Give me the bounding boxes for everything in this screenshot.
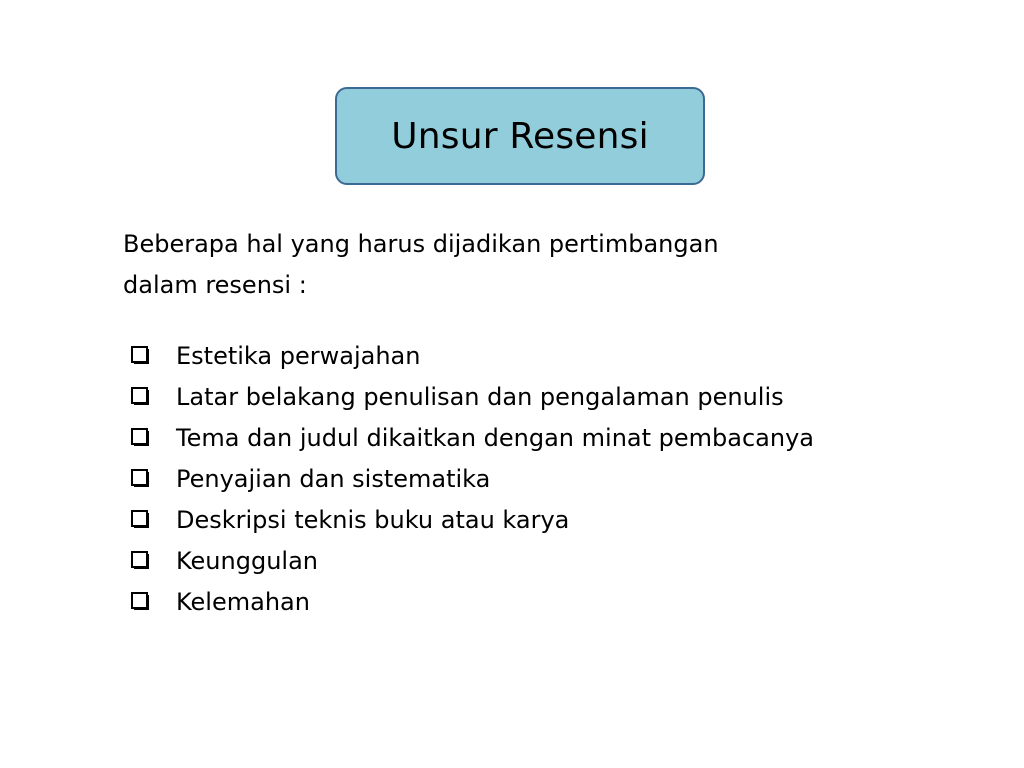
list-item [131, 376, 814, 417]
intro-line: dalam resensi : [123, 271, 307, 299]
list-item [131, 499, 814, 540]
intro-text [123, 224, 943, 306]
checkbox-icon [131, 510, 151, 530]
checkbox-icon [131, 592, 151, 612]
list-item-label: Keunggulan [176, 546, 318, 575]
list-item-label: Latar belakang penulisan dan pengalaman penulis [176, 382, 784, 411]
list-item-label: Deskripsi teknis buku atau karya [176, 505, 570, 534]
list-item-label: Kelemahan [176, 587, 310, 616]
list-item [131, 335, 814, 376]
list-item [131, 458, 814, 499]
slide-title: Unsur Resensi [391, 115, 649, 157]
intro-line: Beberapa hal yang harus dijadikan pertimbangan [123, 230, 719, 258]
checkbox-icon [131, 387, 151, 407]
checkbox-icon [131, 346, 151, 366]
list-item-label: Penyajian dan sistematika [176, 464, 491, 493]
checkbox-icon [131, 469, 151, 489]
title-box [335, 87, 705, 185]
list-item-label: Tema dan judul dikaitkan dengan minat pembacanya [176, 423, 814, 452]
list-item-label: Estetika perwajahan [176, 341, 421, 370]
list-item [131, 540, 814, 581]
checkbox-icon [131, 551, 151, 571]
list-item [131, 581, 814, 622]
checkbox-icon [131, 428, 151, 448]
criteria-list [131, 335, 814, 622]
list-item [131, 417, 814, 458]
